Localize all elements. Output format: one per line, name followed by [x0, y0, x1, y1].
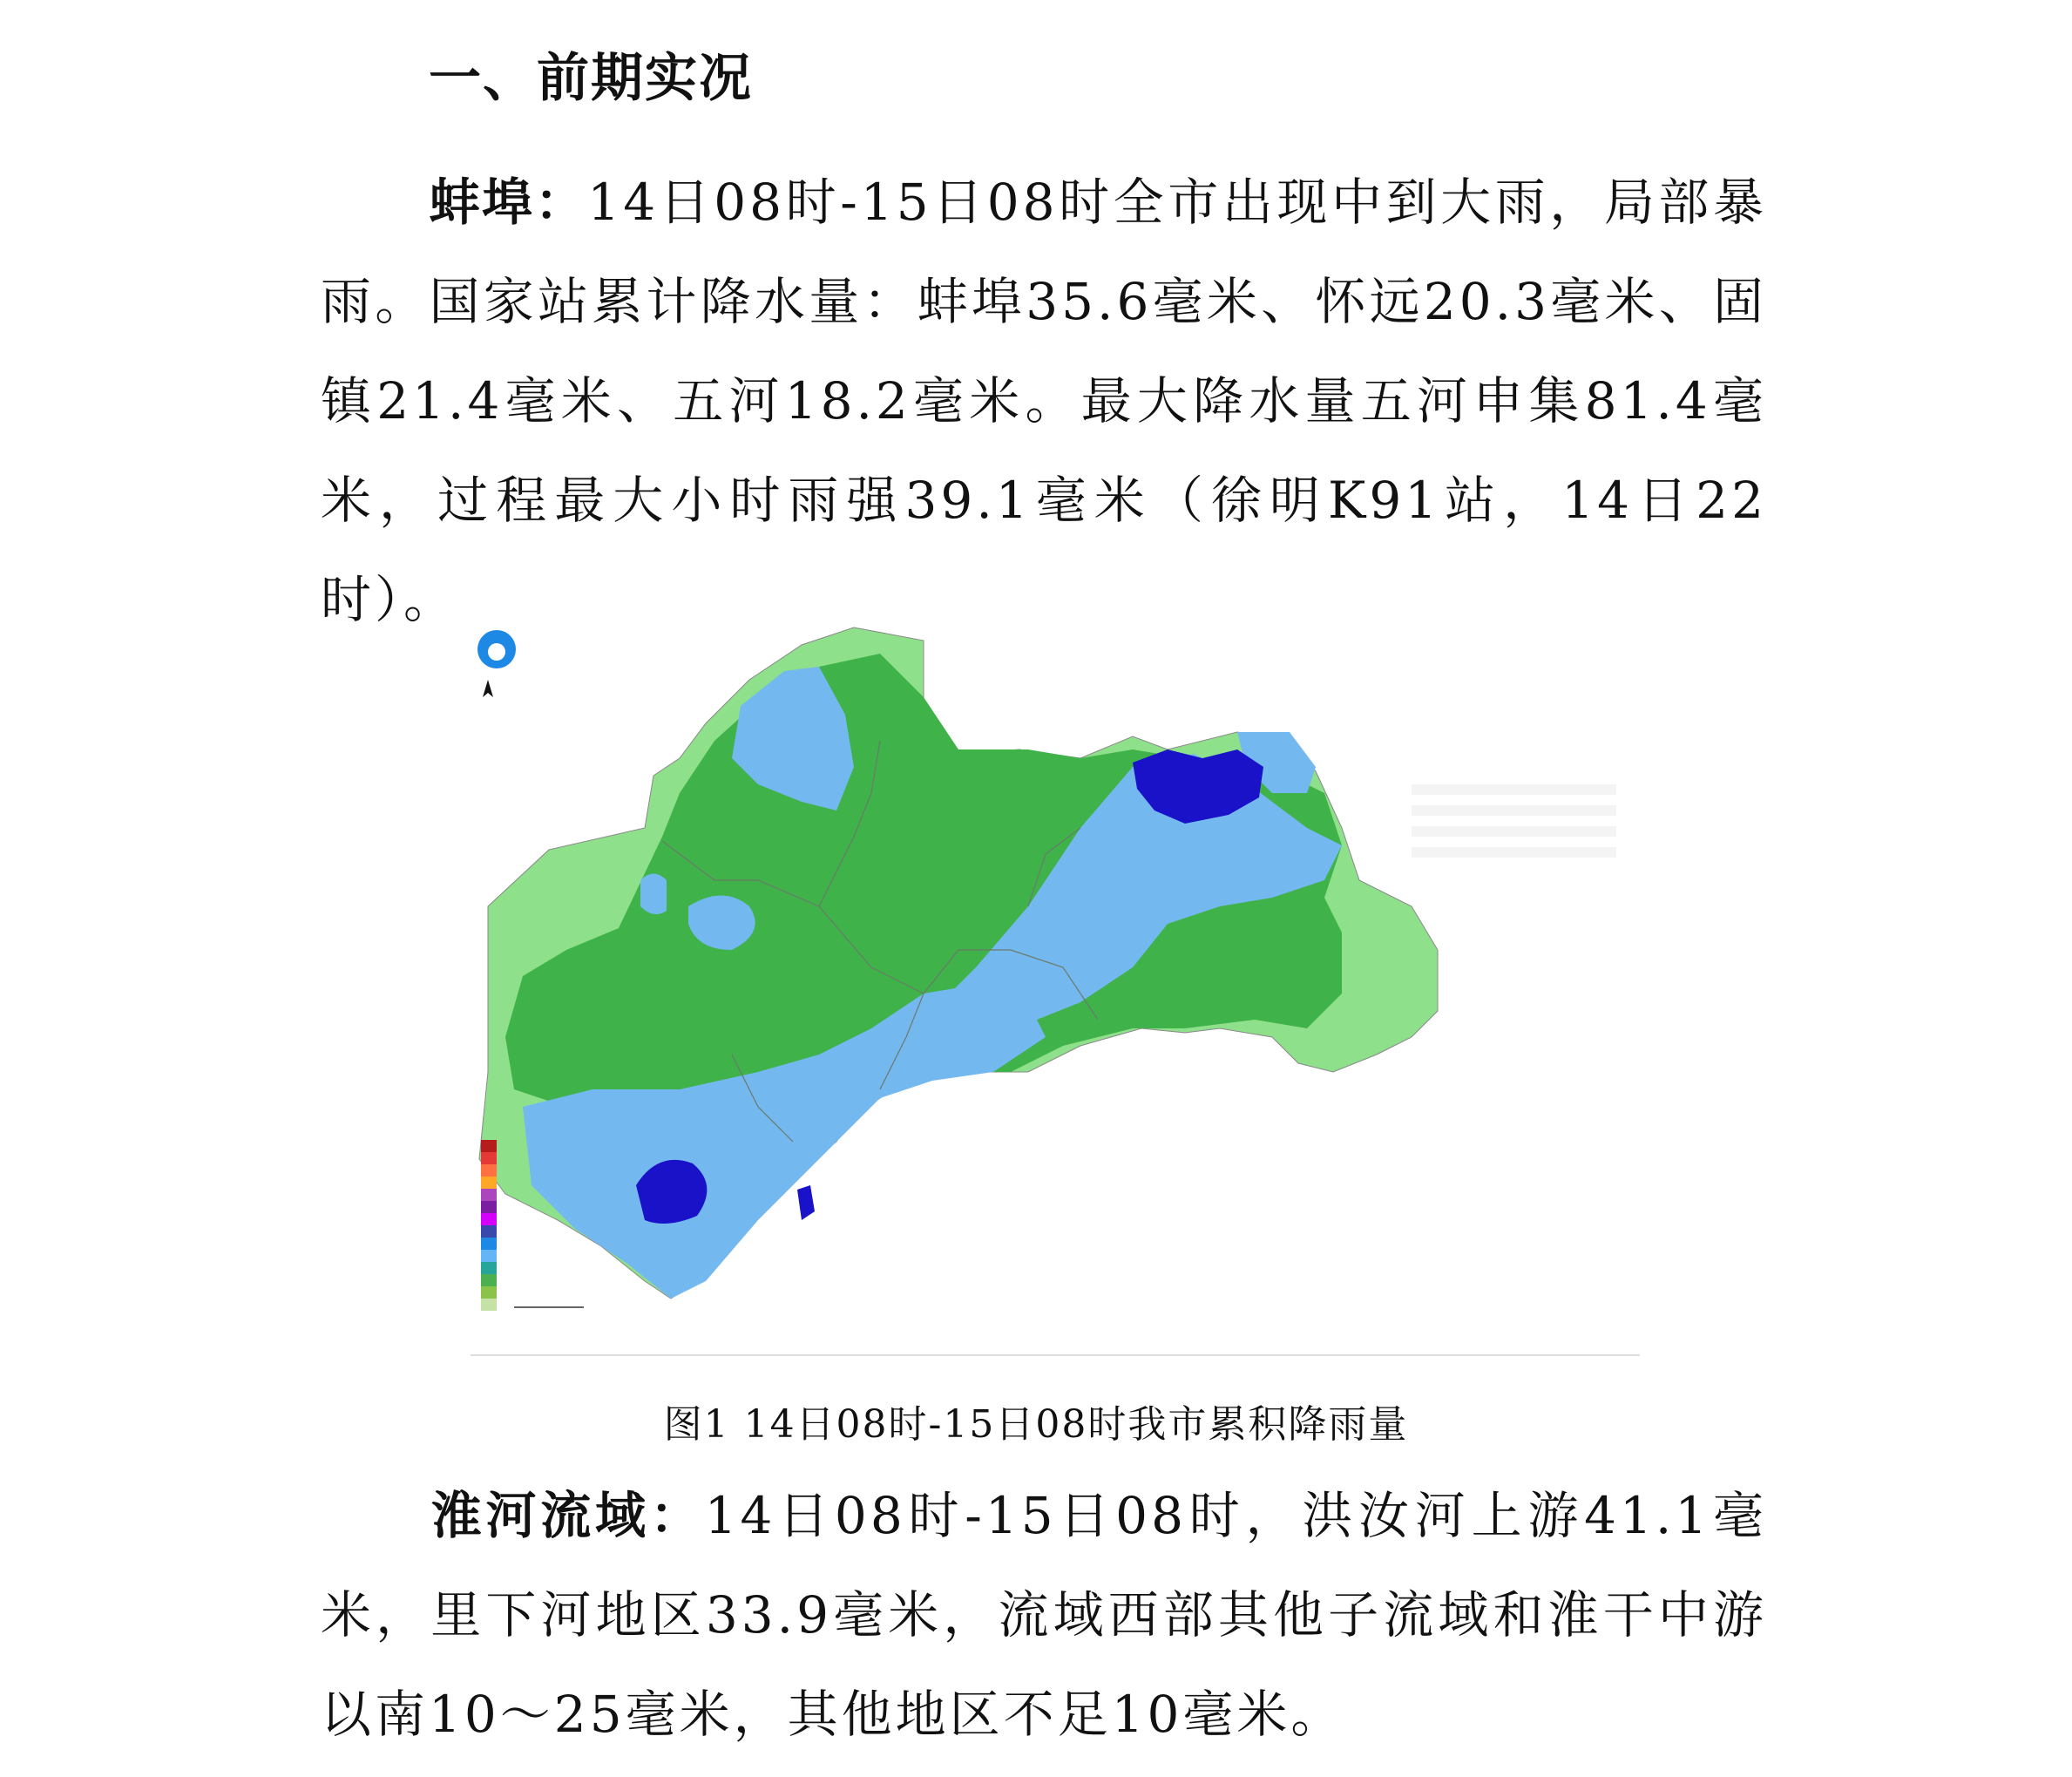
map-region-light-blue-west [640, 874, 667, 915]
huaihe-text: 14日08时-15日08时，洪汝河上游41.1毫米，里下河地区33.9毫米，流域西部其他子流域和淮干中游以南10～25毫米，其他地区不足10毫米。 [321, 1486, 1767, 1744]
figure-caption: 图1 14日08时-15日08时我市累积降雨量 [663, 1402, 1409, 1447]
huaihe-paragraph [321, 1466, 1767, 1764]
rank-table [1412, 784, 1616, 868]
huaihe-label: 淮河流域： [429, 1486, 705, 1545]
color-scale-legend [481, 1140, 497, 1311]
map-region-dark-blue-south [797, 1185, 815, 1220]
north-arrow-icon [483, 680, 493, 697]
section-heading: 一、前期实况 [429, 48, 753, 109]
rainfall-figure [471, 619, 1640, 1360]
bengbu-label: 蚌埠： [429, 173, 588, 232]
rainfall-statistics-panel [1412, 664, 1616, 1305]
bengbu-text: 14日08时-15日08时全市出现中到大雨，局部暴雨。国家站累计降水量：蚌埠35.6毫米、怀远20.3毫米、固镇21.4毫米、五河18.2毫米。最大降水量五河申集81.4毫米，过程最大小时雨强39.1毫米（徐明K91站，14日22时）。 [321, 173, 1767, 629]
bengbu-paragraph [321, 153, 1767, 649]
